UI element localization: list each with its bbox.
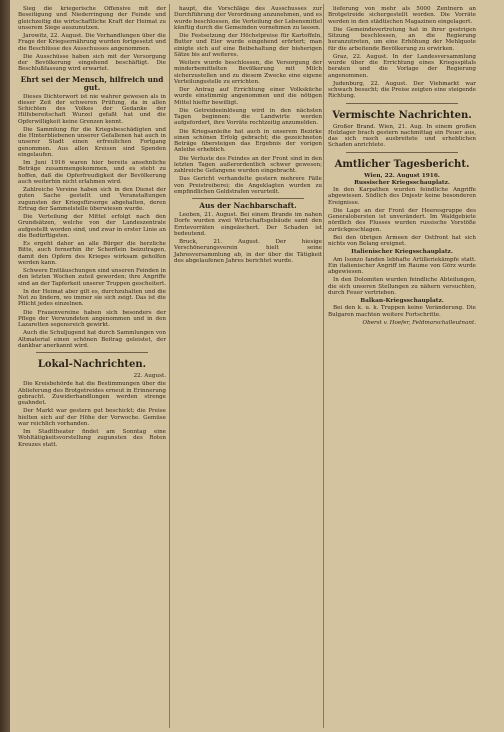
- article-paragraph: Die Gemeindevertretung hat in ihrer gestrigen Sitzung beschlossen, an die Regierung heranzutreten, um eine Erhöhung der Mehlquote für die arbeitende Bevölkerung zu erwirken.: [328, 26, 476, 52]
- section-divider: [346, 103, 458, 104]
- article-paragraph: Die Sammlung für die Kriegsbeschädigten und die Hinterbliebenen unserer Gefallenen hat auch in unserer Stadt einen erfreulichen Fortgang genommen. Aus allen Kreisen sind Spenden eingelaufen.: [18, 126, 166, 158]
- article-paragraph: Das Gericht verhandelte gestern mehrere Fälle von Preistreiberei; die Angeklagten wurden zu empfindlichen Geldstrafen verurteilt.: [174, 176, 322, 195]
- article-paragraph: In den Dolomiten wurden feindliche Abteilungen, die sich unseren Stellungen zu nähern versuchten, durch Feuer vertrieben.: [328, 277, 476, 296]
- section-divider: [192, 198, 304, 199]
- article-headline: Ehrt sei der Mensch, hilfreich und gut.: [20, 74, 164, 92]
- subsection-heading: Italienischer Kriegsschauplatz.: [351, 249, 453, 256]
- article-paragraph: Die Festsetzung der Höchstpreise für Kartoffeln, Butter und Eier wurde eingehend erörtert; man einigte sich auf eine Beibehaltung der bisherigen Sätze bis auf weiteres.: [174, 33, 322, 58]
- column-1: [18, 6, 166, 726]
- article-paragraph: Schwere Enttäuschungen sind unseren Feinden in den letzten Wochen zuteil geworden; ihre Angriffe sind an der Tapferkeit unserer Truppen gescheitert.: [18, 268, 166, 287]
- article-paragraph: Die Lage an der Front der Heeresgruppe des Generalobersten ist unverändert. Im Waldgebiete nördlich des Flusses wurden russische Vorstöße zurückgeschlagen.: [328, 207, 476, 233]
- article-paragraph: Jarowitz, 22. August. Die Verhandlungen über die Frage der Kriegsernährung wurden fortgesetzt und die Beschlüsse des Ausschusses angenommen.: [18, 33, 166, 52]
- article-paragraph: Die Ausschüsse haben sich mit der Versorgung der Bevölkerung eingehend beschäftigt. Die Beschlußfassung wird erwartet.: [18, 53, 166, 73]
- column-rule: [323, 4, 324, 728]
- article-paragraph: Am Isonzo fanden lebhafte Artilleriekämpfe statt. Ein italienischer Angriff im Raume von Görz wurde abgewiesen.: [328, 256, 476, 275]
- column-3: [328, 6, 476, 726]
- article-paragraph: Leoben, 21. August. Bei einem Brande im nahen Dorfe wurden zwei Wirtschaftsgebäude samt den Erntevorräten eingeäschert. Der Schaden ist bedeutend.: [174, 212, 322, 237]
- article-paragraph: Bei den k. u. k. Truppen keine Veränderung. Die Bulgaren machten weitere Fortschritte.: [328, 305, 476, 318]
- report-signature: Oberst v. Hoefer, Feldmarschalleutnant.: [362, 319, 476, 326]
- subsection-heading: Balkan-Kriegsschauplatz.: [360, 298, 444, 304]
- article-paragraph: Großer Brand. Wien, 21. Aug. In einem großen Holzlager brach gestern nachmittag ein Feuer aus, das sich rasch ausbreitete und erheblichen Schaden anrichtete.: [328, 123, 476, 149]
- article-paragraph: In den Karpathen wurden feindliche Angriffe abgewiesen. Südlich des Dnjestr keine besonderen Ereignisse.: [328, 187, 476, 206]
- article-paragraph: Dieses Dichterwort ist nie wahrer gewesen als in dieser Zeit der schweren Prüfung, da in allen Schichten des Volkes der Gedanke der Hilfsbereitschaft Wurzel gefaßt hat und die Opferwilligkeit keine Grenzen kennt.: [18, 93, 166, 125]
- article-paragraph: haupt, die Vorschläge des Ausschusses zur Durchführung der Verordnung anzunehmen, und es wurde beschlossen, die Verteilung der Lebensmittel künftig durch die Gemeinden vornehmen zu lassen.: [174, 6, 322, 31]
- column-2: [174, 6, 322, 726]
- article-paragraph: Im Juni 1916 waren hier bereits ansehnliche Beträge zusammengekommen, und es steht zu hoffen, daß die Opferfreudigkeit der Bevölkerung auch weiterhin nicht erlahmen wird.: [18, 160, 166, 185]
- dateline: 22. August.: [133, 373, 166, 379]
- section-headline: Amtlicher Tagesbericht.: [334, 158, 470, 170]
- subsection-heading: Russischer Kriegsschauplatz.: [354, 179, 450, 186]
- article-paragraph: Sieg die kriegerische Offensive mit der Beseitigung und Niederringung der Feinde und gleichzeitig die wirtschaftliche Kraft der Heimat zu unserem Siege auszunutzen.: [18, 6, 166, 31]
- article-paragraph: Die Verluste des Feindes an der Front sind in den letzten Tagen außerordentlich schwer gewesen; zahlreiche Gefangene wurden eingebracht.: [174, 155, 322, 174]
- section-divider: [36, 352, 148, 353]
- article-paragraph: Der Antrag auf Errichtung einer Volksküche wurde einstimmig angenommen und die nötigen Mittel hiefür bewilligt.: [174, 87, 322, 106]
- article-paragraph: Im Stadttheater findet am Sonntag eine Wohltätigkeitsvorstellung zugunsten des Roten Kreuzes statt.: [18, 429, 166, 448]
- section-headline: Lokal-Nachrichten.: [37, 359, 147, 370]
- article-paragraph: Der Markt war gestern gut beschickt; die Preise hielten sich auf der Höhe der Vorwoche. Gemüse war reichlich vorhanden.: [18, 408, 166, 427]
- article-paragraph: Es ergeht daher an alle Bürger die herzliche Bitte, auch fernerhin ihr Scherflein beizutragen, damit den Opfern des Krieges wirksam geholfen werden kann.: [18, 241, 166, 266]
- report-dateline: Wien, 22. August 1916.: [364, 172, 440, 179]
- article-paragraph: In der Heimat aber gilt es, durchzuhalten und die Not zu lindern, wo immer sie sich zeigt. Das ist die Pflicht jedes einzelnen.: [18, 288, 166, 308]
- newspaper-page: [10, 0, 504, 732]
- article-paragraph: Die Getreideeinlösung wird in den nächsten Tagen beginnen; die Landwirte werden aufgefordert, ihre Vorräte rechtzeitig anzumelden.: [174, 107, 322, 127]
- article-paragraph: Bruck, 21. August. Der hiesige Verschönerungsverein hielt seine Jahresversammlung ab, in der über die Tätigkeit des abgelaufenen Jahres berichtet wurde.: [174, 239, 322, 264]
- article-paragraph: Die Verteilung der Mittel erfolgt nach den Grundsätzen, welche von der Landeszentrale aufgestellt worden sind, und zwar in erster Linie an die Bedürftigsten.: [18, 214, 166, 239]
- article-paragraph: Bei den übrigen Armeen der Ostfront hat sich nichts von Belang ereignet.: [328, 234, 476, 247]
- article-paragraph: Die Kreisbehörde hat die Bestimmungen über die Ablieferung des Brotgetreides erneut in Erinnerung gebracht. Zuwiderhandlungen werden strenge geahndet.: [18, 381, 166, 406]
- article-paragraph: Judenburg, 22. August. Der Viehmarkt war schwach besucht; die Preise zeigten eine steigende Richtung.: [328, 80, 476, 100]
- article-paragraph: lieferung von mehr als 5000 Zentnern an Brotgetreide sichergestellt worden. Die Vorräte werden in den städtischen Magazinen eingelagert.: [328, 6, 476, 25]
- article-paragraph: Die Frauenvereine haben sich besonders der Pflege der Verwundeten angenommen und in den Lazaretten segensreich gewirkt.: [18, 309, 166, 328]
- section-headline: Vermischte Nachrichten.: [332, 109, 472, 121]
- column-rule: [169, 4, 170, 728]
- section-divider: [346, 152, 458, 153]
- article-paragraph: Zahlreiche Vereine haben sich in den Dienst der guten Sache gestellt und Veranstaltungen zugunsten der Kriegsfürsorge abgehalten, deren Ertrag der Sammelstelle überwiesen wurde.: [18, 187, 166, 212]
- article-headline: Aus der Nachbarschaft.: [199, 201, 297, 210]
- article-paragraph: Auch die Schuljugend hat durch Sammlungen von Altmaterial einen schönen Beitrag geleistet, der dankbar anerkannt wird.: [18, 330, 166, 349]
- book-spine: [0, 0, 10, 732]
- article-paragraph: Graz, 22. August. In der Landesversammlung wurde über die Errichtung eines Kriegsspitals beraten und die Vorlage der Regierung angenommen.: [328, 53, 476, 79]
- article-paragraph: Die Kriegsanleihe hat auch in unserem Bezirke einen schönen Erfolg gebracht; die gezeichneten Beträge übersteigen das Ergebnis der vorigen Anleihe erheblich.: [174, 128, 322, 154]
- article-paragraph: Weiters wurde beschlossen, die Versorgung der minderbemittelten Bevölkerung mit Milch sicherzustellen und zu diesem Zwecke eine eigene Verteilungsstelle zu errichten.: [174, 60, 322, 85]
